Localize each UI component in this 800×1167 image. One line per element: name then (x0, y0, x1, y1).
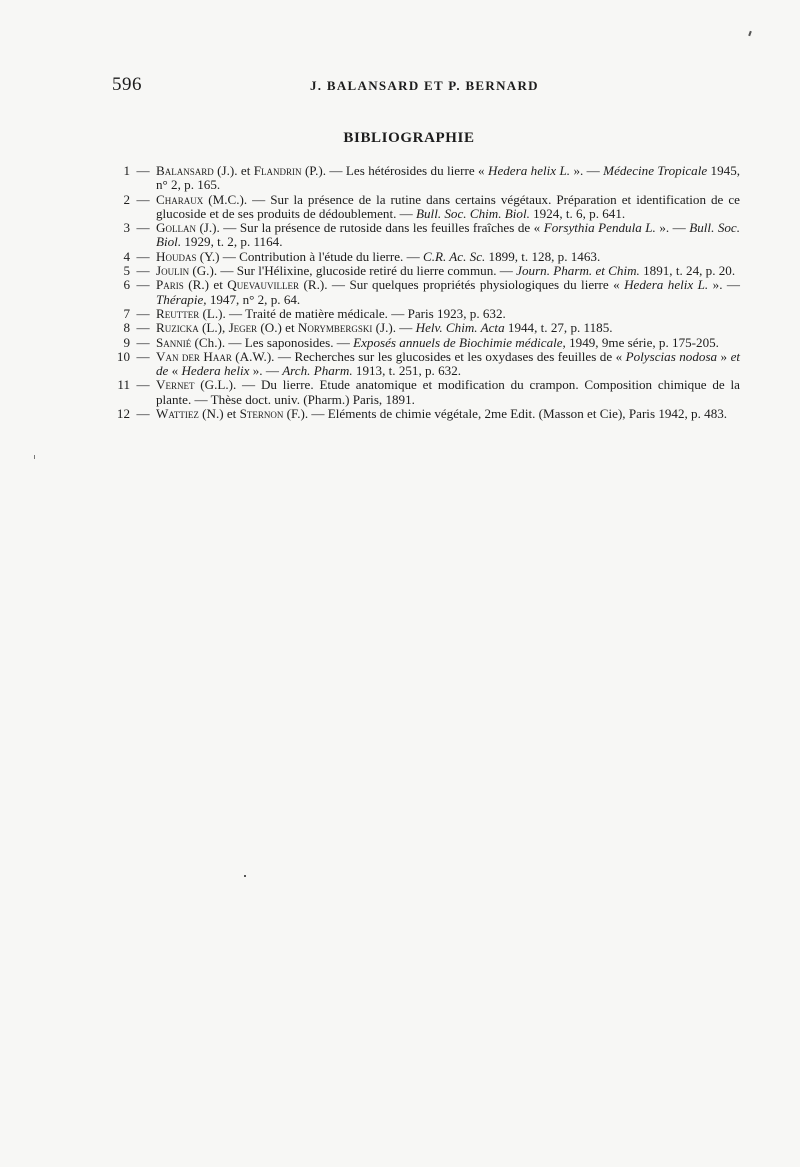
author-name: Houdas (156, 248, 197, 264)
author-name: Flandrin (253, 163, 302, 178)
reference-entry (108, 221, 740, 250)
reference-dash: — (136, 163, 150, 178)
author-name: Sannié (156, 334, 192, 350)
reference-entry (108, 407, 740, 421)
author-name: Balansard (156, 163, 214, 178)
reference-fragment: 1891, t. 24, p. 20. (639, 263, 736, 279)
reference-fragment: (J.). — (372, 320, 416, 336)
reference-fragment: 1944, t. 27, p. 1185. (504, 320, 613, 336)
italic-title: Polyscias nodosa (625, 348, 718, 364)
reference-fragment: 1899, t. 128, p. 1463. (485, 248, 601, 264)
reference-text (156, 264, 740, 278)
reference-fragment: « (168, 363, 182, 379)
reference-number: 4 (123, 248, 130, 264)
reference-fragment: 1945, n° 2, p. 165. (156, 163, 741, 193)
reference-text (156, 336, 740, 350)
scan-speck (748, 31, 752, 36)
reference-entry (108, 378, 740, 407)
reference-number: 12 (116, 406, 130, 422)
reference-number: 11 (117, 377, 130, 393)
reference-number: 5 (123, 263, 130, 279)
reference-fragment: (N.) et (198, 406, 240, 422)
reference-text (156, 193, 740, 222)
author-name: Gollan (156, 220, 196, 236)
reference-fragment: ». — (249, 363, 283, 379)
italic-title: Médecine Tropicale (603, 163, 708, 178)
reference-text (156, 221, 740, 250)
italic-title: Thérapie, (156, 291, 207, 307)
reference-entry (108, 250, 740, 264)
italic-title: Forsythia Pendula L. (543, 220, 656, 236)
reference-entry (108, 350, 740, 379)
running-head: J. BALANSARD ET P. BERNARD (310, 78, 539, 93)
reference-fragment: (L.). — Traité de matière médicale. — Paris 1923, p. 632. (199, 305, 506, 321)
reference-fragment: (R.) et (183, 277, 228, 293)
author-name: Jeger (228, 320, 258, 336)
reference-text (156, 164, 740, 193)
reference-fragment: (Ch.). — Les saponosides. — (191, 334, 354, 350)
reference-text (156, 321, 740, 335)
reference-fragment: (M.C.). — Sur la présence de la rutine dans certains végétaux. Préparation et identification de ce glucoside et de ses produits de dédoublement. — (156, 191, 740, 221)
reference-dash: — (136, 220, 150, 236)
reference-fragment: 1913, t. 251, p. 632. (352, 363, 462, 379)
author-name: Norymbergski (297, 320, 373, 336)
author-name: Vernet (156, 377, 195, 393)
reference-fragment: 1947, n° 2, p. 64. (206, 291, 301, 307)
author-name: Van der Haar (156, 348, 232, 364)
section-title: BIBLIOGRAPHIE (343, 130, 475, 146)
reference-dash: — (136, 277, 150, 293)
author-name: Quevauviller (227, 277, 300, 293)
reference-text (156, 378, 740, 407)
reference-fragment: 1949, 9me série, p. 175-205. (565, 334, 719, 350)
reference-dash: — (136, 377, 150, 393)
reference-dash: — (136, 305, 150, 321)
reference-fragment: (Y.) — Contribution à l'étude du lierre. — (196, 248, 423, 264)
reference-fragment: (P.). — Les hétérosides du lierre « (301, 163, 488, 178)
reference-fragment: ». — (708, 277, 740, 293)
scan-speck (34, 455, 35, 459)
reference-text (156, 250, 740, 264)
reference-fragment: (O.) et (257, 320, 298, 336)
author-name: Wattiez (156, 406, 199, 422)
reference-entry (108, 336, 740, 350)
reference-entry (108, 193, 740, 222)
author-name: Paris (156, 277, 184, 293)
italic-title: Helv. Chim. Acta (415, 320, 505, 336)
reference-number: 2 (123, 191, 130, 207)
reference-fragment: 1929, t. 2, p. 1164. (181, 234, 283, 250)
reference-fragment: (J.). et (213, 163, 254, 178)
reference-fragment: (A.W.). — Recherches sur les glucosides et les oxydases des feuilles de « (231, 348, 626, 364)
reference-number: 7 (123, 305, 130, 321)
reference-number: 9 (123, 334, 130, 350)
italic-title: Arch. Pharm. (282, 363, 353, 379)
reference-fragment: 1924, t. 6, p. 641. (529, 205, 626, 221)
reference-dash: — (136, 263, 150, 279)
reference-entry (108, 278, 740, 307)
reference-dash: — (136, 320, 150, 336)
reference-number: 1 (123, 163, 130, 178)
italic-title: C.R. Ac. Sc. (422, 248, 486, 264)
author-name: Sternon (239, 406, 284, 422)
reference-entry (108, 164, 740, 193)
italic-title: Journ. Pharm. et Chim. (516, 263, 640, 279)
reference-dash: — (136, 406, 150, 422)
reference-fragment: ». — (570, 163, 604, 178)
italic-title: Bull. Soc. Biol. (156, 220, 741, 250)
reference-dash: — (136, 334, 150, 350)
reference-fragment: ». — (655, 220, 690, 236)
reference-fragment: » (717, 348, 731, 364)
reference-fragment: (R.). — Sur quelques propriétés physiologiques du lierre « (299, 277, 625, 293)
italic-title: Hedera helix L. (487, 163, 571, 178)
reference-number: 3 (123, 220, 130, 236)
reference-dash: — (136, 248, 150, 264)
italic-title: Hedera helix L. (624, 277, 709, 293)
reference-text (156, 307, 740, 321)
reference-text (156, 407, 740, 421)
italic-title: Bull. Soc. Chim. Biol. (416, 205, 530, 221)
scan-speck (244, 875, 246, 877)
reference-number: 6 (123, 277, 130, 293)
reference-dash: — (136, 348, 150, 364)
reference-dash: — (136, 191, 150, 207)
reference-text (156, 350, 740, 379)
reference-text (156, 278, 740, 307)
reference-entry (108, 307, 740, 321)
reference-entry (108, 264, 740, 278)
italic-title: Exposés annuels de Biochimie médicale, (353, 334, 566, 350)
author-name: Reutter (156, 305, 200, 321)
page-number: 596 (112, 74, 142, 95)
reference-entry (108, 321, 740, 335)
reference-fragment: (F.). — Eléments de chimie végétale, 2me Edit. (Masson et Cie), Paris 1942, p. 483. (283, 406, 728, 422)
reference-number: 10 (116, 348, 130, 364)
reference-fragment: (G.). — Sur l'Hélixine, glucoside retiré du lierre commun. — (189, 263, 517, 279)
reference-number: 8 (123, 320, 130, 336)
reference-fragment: (G.L.). — Du lierre. Etude anatomique et modification du crampon. Composition chimique de la plante. — Thèse doct. univ. (Pharm.) Paris, 1891. (156, 377, 740, 407)
italic-title: et de (156, 348, 741, 379)
reference-list (108, 164, 740, 421)
author-name: Charaux (156, 191, 204, 207)
italic-title: Hedera helix (181, 363, 250, 379)
reference-fragment: (L.), (198, 320, 229, 336)
reference-fragment: (J.). — Sur la présence de rutoside dans les feuilles fraîches de « (195, 220, 544, 236)
author-name: Joulin (156, 263, 190, 279)
author-name: Ruzicka (156, 320, 199, 336)
